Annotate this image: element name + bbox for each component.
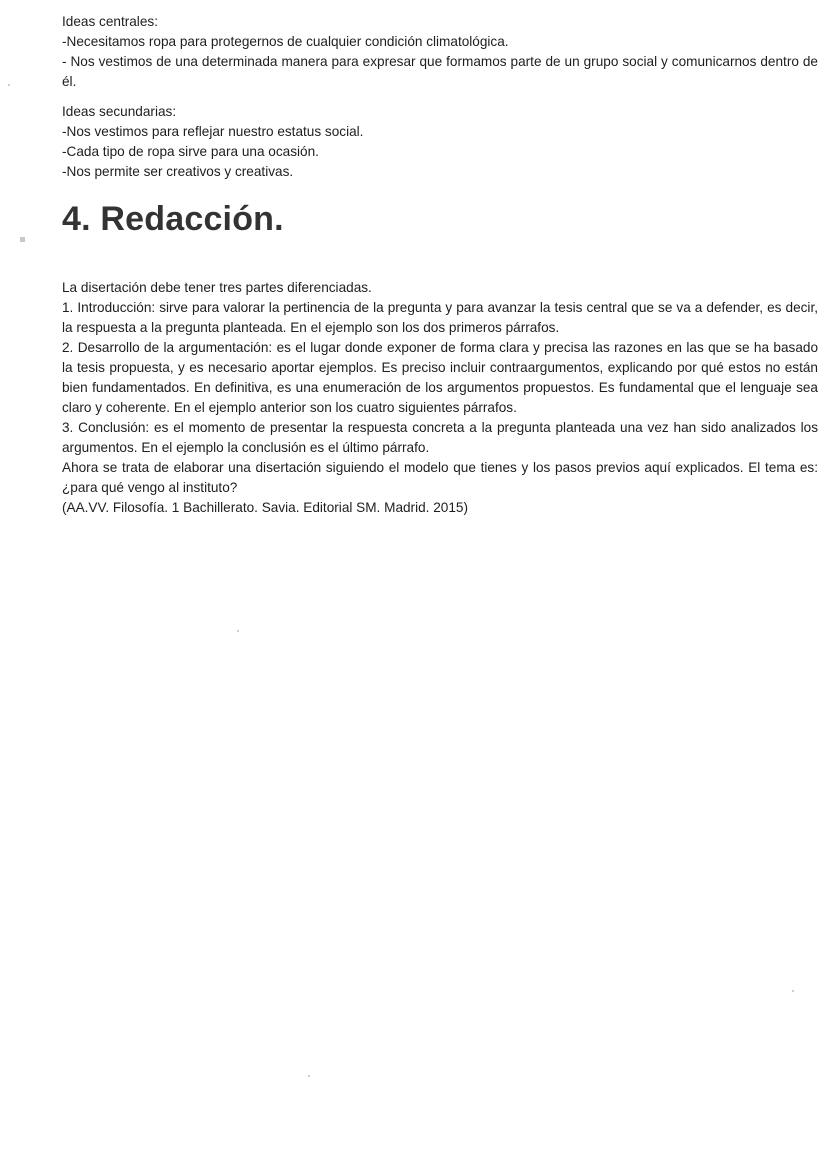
ideas-centrales-item: -Necesitamos ropa para protegernos de cualquier condición climatológica. [62,34,509,49]
scan-artifact-mark [20,237,25,242]
ideas-centrales-title: Ideas centrales: [62,14,158,29]
redaccion-point: 1. Introducción: sirve para valorar la pertinencia de la pregunta y para avanzar la tesis central que se va a defender, es decir, la respuesta a la pregunta planteada. En el ejemplo son los dos primeros párrafos. [62,300,818,335]
redaccion-body [62,278,818,518]
redaccion-point: 3. Conclusión: es el momento de presentar la respuesta concreta a la pregunta planteada una vez han sido analizados los argumentos. En el ejemplo la conclusión es el último párrafo. [62,420,818,455]
scan-speck [308,1075,310,1077]
section-heading: 4. Redacción. [62,200,284,238]
ideas-centrales-section [62,12,818,92]
redaccion-point: 2. Desarrollo de la argumentación: es el lugar donde exponer de forma clara y precisa las razones en las que se ha basado la tesis propuesta, y es necesario aportar ejemplos. Es preciso incluir contraargumentos, explicando por qué estos no están bien fundamentados. En definitiva, es una enumeración de los argumentos propuestos. Es fundamental que el lenguaje sea claro y coherente. En el ejemplo anterior son los cuatro siguientes párrafos. [62,340,818,415]
scan-speck [792,990,794,992]
ideas-secundarias-section [62,102,818,182]
ideas-secundarias-title: Ideas secundarias: [62,104,177,119]
ideas-secundarias-item: -Nos vestimos para reflejar nuestro estatus social. [62,124,364,139]
ideas-centrales-item: - Nos vestimos de una determinada manera para expresar que formamos parte de un grupo social y comunicarnos dentro de él. [62,54,818,89]
redaccion-intro: La disertación debe tener tres partes diferenciadas. [62,280,372,295]
redaccion-citation: (AA.VV. Filosofía. 1 Bachillerato. Savia. Editorial SM. Madrid. 2015) [62,500,468,515]
document-page [62,12,818,518]
redaccion-task: Ahora se trata de elaborar una disertación siguiendo el modelo que tienes y los pasos previos aquí explicados. El tema es: ¿para qué vengo al instituto? [62,460,818,495]
ideas-secundarias-item: -Cada tipo de ropa sirve para una ocasión. [62,144,319,159]
ideas-secundarias-item: -Nos permite ser creativos y creativas. [62,164,294,179]
scan-speck [8,84,10,86]
scan-speck [237,630,239,632]
